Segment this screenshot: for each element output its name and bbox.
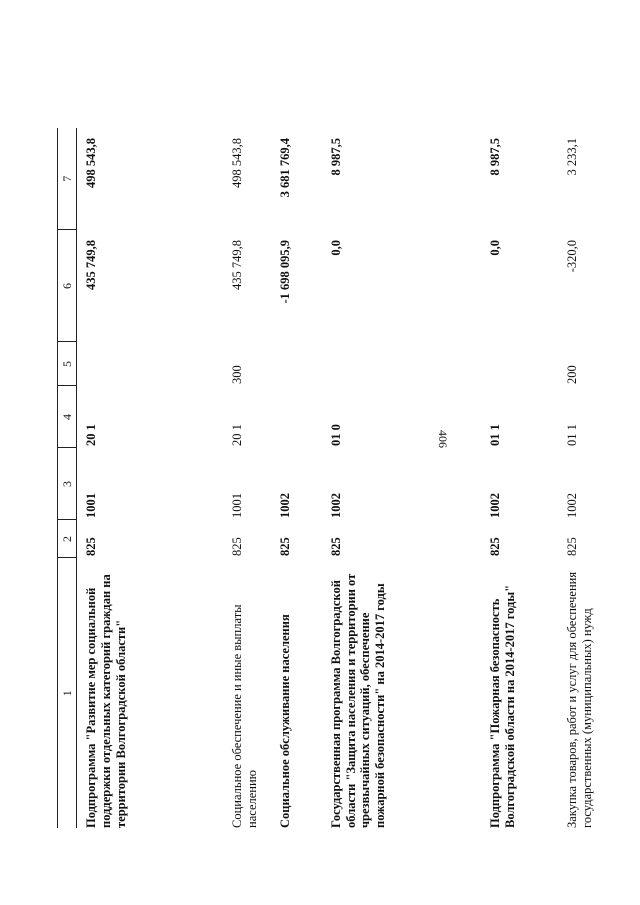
expense-type-code <box>322 342 481 386</box>
target-code: 01 0 <box>328 424 343 446</box>
column-header: 1 <box>58 558 77 828</box>
budget-table <box>57 128 640 828</box>
ministry-code: 825 <box>230 537 245 556</box>
total-amount: 3 233,1 <box>564 138 579 176</box>
column-number-row <box>58 128 77 828</box>
target-code: 20 1 <box>84 424 98 446</box>
table-row <box>322 128 481 828</box>
expense-type-code <box>271 342 322 386</box>
section-code: 1001 <box>84 493 98 518</box>
column-header: 6 <box>58 230 77 342</box>
change-amount: 0,0 <box>487 240 502 256</box>
expense-type-code <box>481 342 558 386</box>
ministry-code: 825 <box>278 537 293 556</box>
section-code: 1002 <box>278 493 293 518</box>
row-name: Закупка товаров, работ и услуг для обеспечения государственных (муниципальных) нужд <box>564 571 594 828</box>
ministry-code: 825 <box>564 537 579 556</box>
column-header: 2 <box>58 520 77 558</box>
change-amount: 0,0 <box>328 240 343 256</box>
section-code: 1002 <box>328 493 343 518</box>
table-row <box>271 128 322 828</box>
section-code: 1002 <box>487 493 502 518</box>
target-code: 20 1 <box>230 424 245 446</box>
section-code: 1001 <box>230 493 245 518</box>
target-code: 01 1 <box>487 424 502 446</box>
column-header: 3 <box>58 448 77 520</box>
table-row <box>223 128 271 828</box>
page-number: 406 <box>436 430 450 448</box>
row-name: Подпрограмма "Развитие мер социальной поддержки отдельных категорий граждан на территории Волгоградской области" <box>84 574 128 828</box>
row-name: Подпрограмма "Пожарная безопасность Волгоградской области на 2014-2017 годы" <box>487 584 517 828</box>
target-code <box>271 386 322 448</box>
table-row <box>558 128 640 828</box>
row-name: Социальное обеспечение и иные выплаты населению <box>230 604 260 828</box>
total-amount: 8 987,5 <box>328 138 343 176</box>
target-code: 01 1 <box>564 424 579 446</box>
change-amount: -1 698 095,9 <box>278 240 293 304</box>
ministry-code: 825 <box>84 537 98 556</box>
column-header: 5 <box>58 342 77 386</box>
change-amount: 435 749,8 <box>84 240 98 290</box>
total-amount: 498 543,8 <box>84 138 98 188</box>
column-header: 7 <box>58 128 77 230</box>
total-amount: 498 543,8 <box>230 138 245 188</box>
expense-type-code: 200 <box>564 365 579 384</box>
ministry-code: 825 <box>328 537 343 556</box>
section-code: 1002 <box>564 493 579 518</box>
row-name: Государственная программа Волгоградской области "Защита населения и территории от чрезвычайных ситуаций, обеспечение пожарной безопасности" на 2014-2017 годы <box>328 573 388 828</box>
total-amount: 3 681 769,4 <box>278 138 293 198</box>
change-amount: 435 749,8 <box>230 240 245 290</box>
change-amount: -320,0 <box>564 240 579 273</box>
table-row <box>481 128 558 828</box>
row-name: Социальное обслуживание населения <box>278 614 293 828</box>
table-row <box>77 128 224 828</box>
expense-type-code <box>77 342 224 386</box>
expense-type-code: 300 <box>230 365 245 384</box>
total-amount: 8 987,5 <box>487 138 502 176</box>
column-header: 4 <box>58 386 77 448</box>
ministry-code: 825 <box>487 537 502 556</box>
